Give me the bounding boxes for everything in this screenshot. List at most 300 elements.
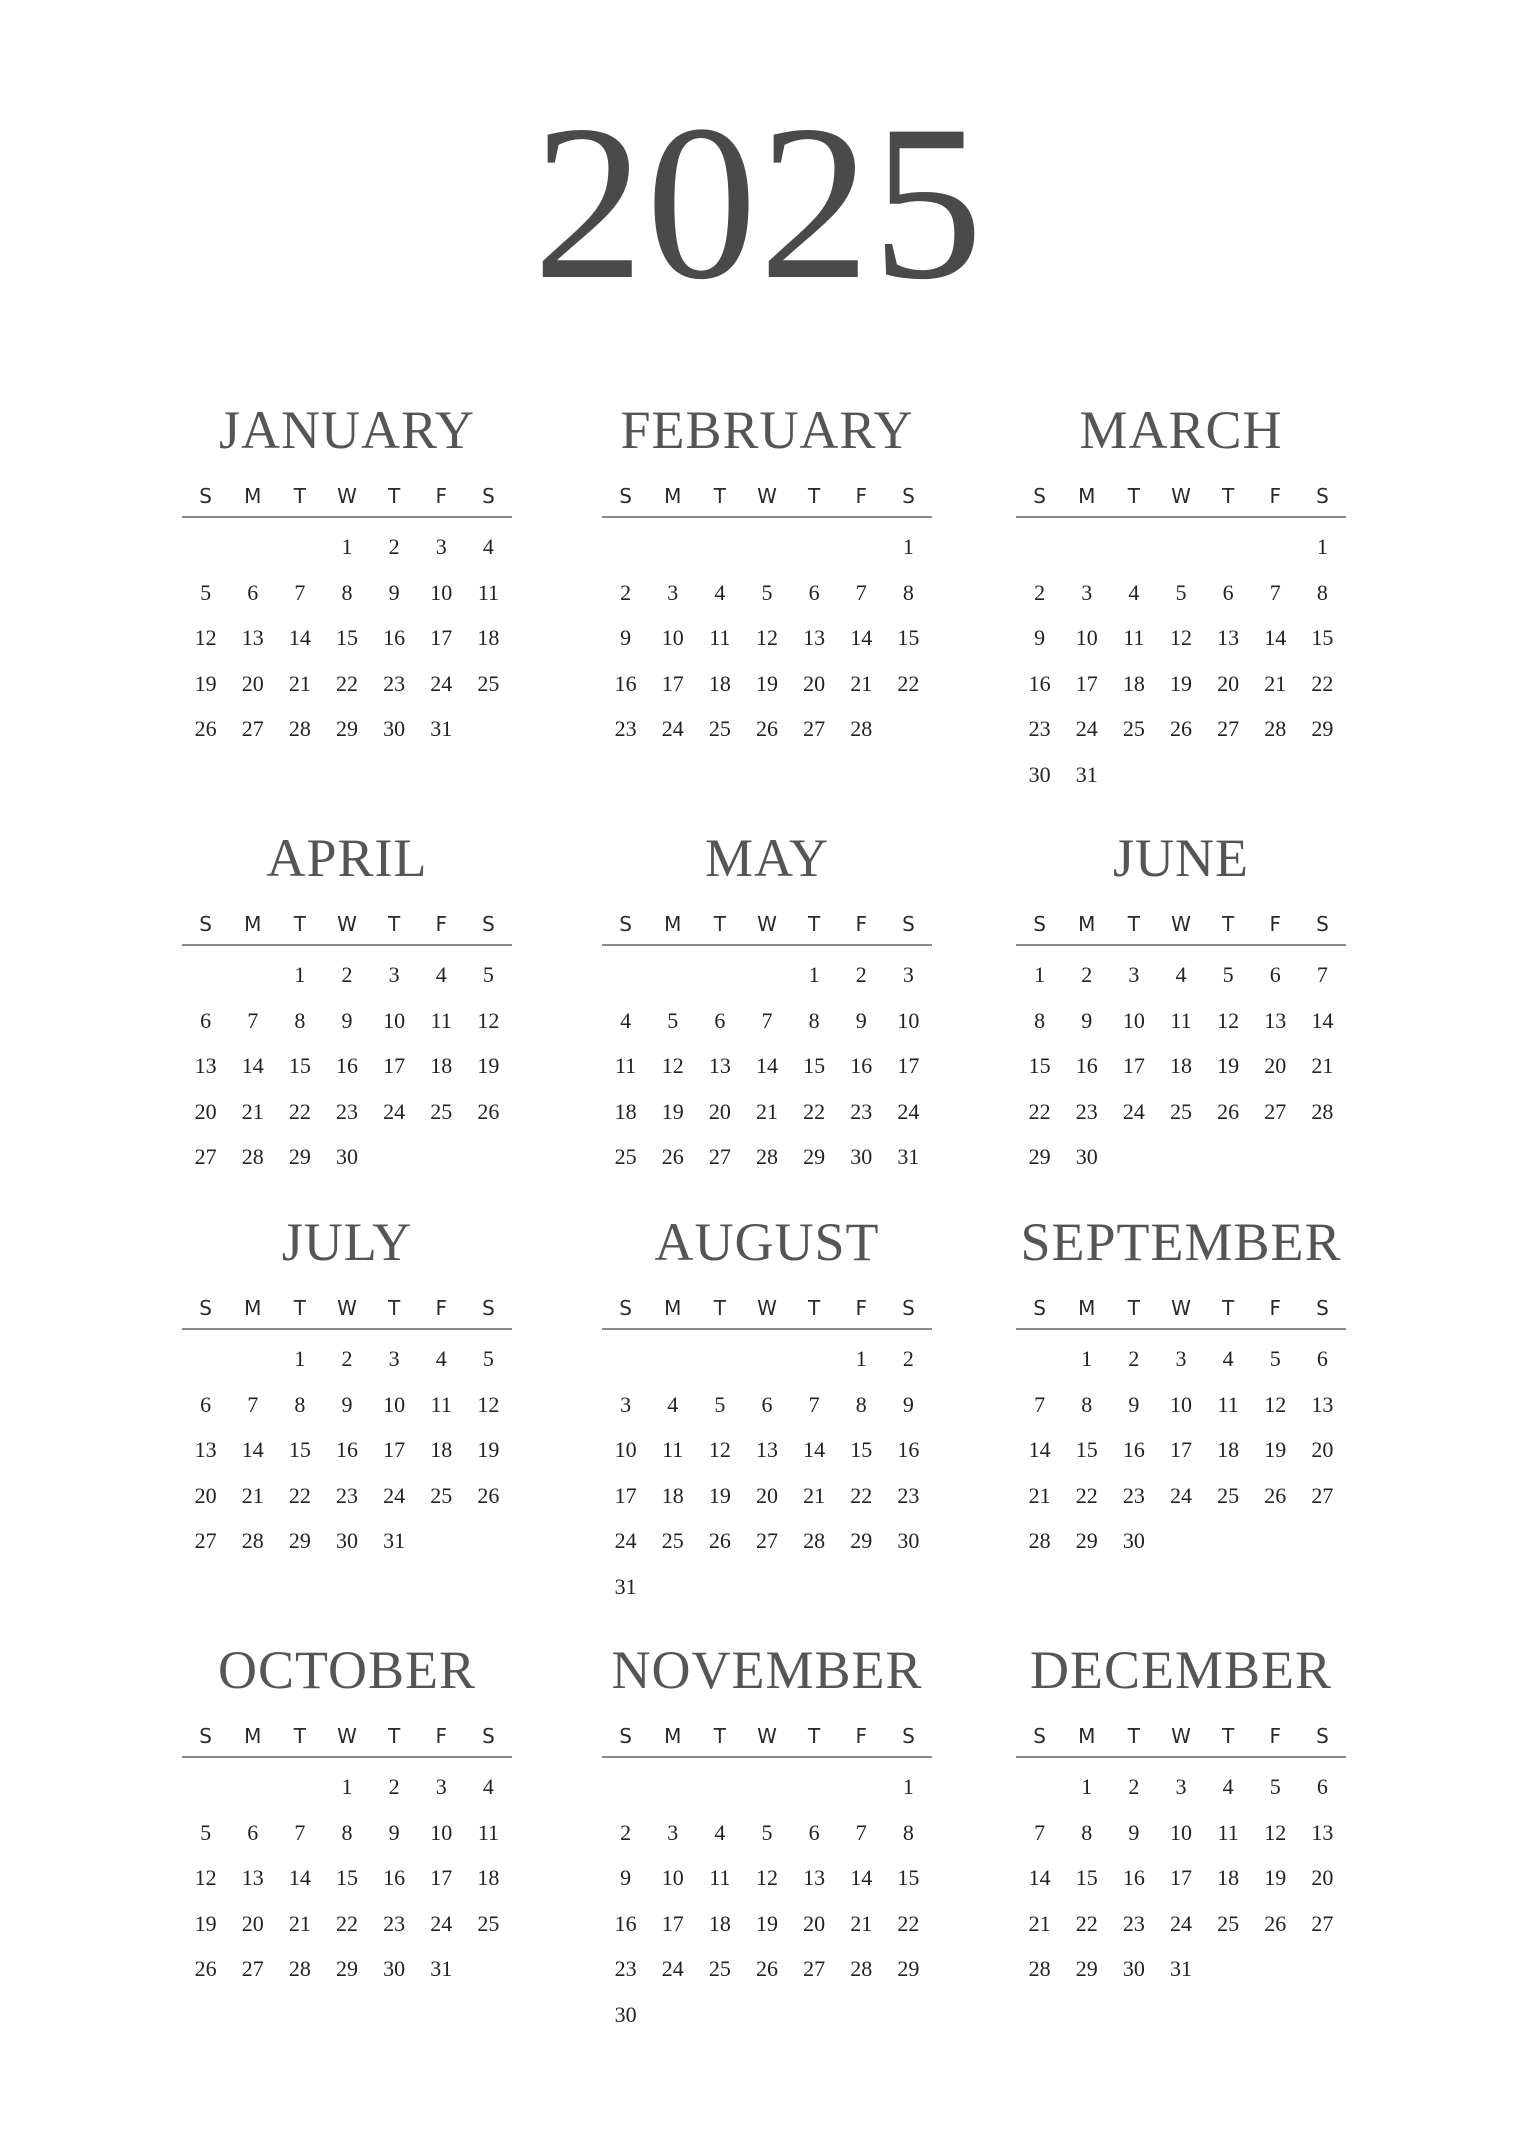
day-cell: 13 xyxy=(194,1437,217,1462)
day-cell: 28 xyxy=(850,1956,873,1981)
day-cell: 12 xyxy=(477,1391,500,1417)
day-cell: 24 xyxy=(661,1956,684,1981)
weekday-label: S xyxy=(1033,1724,1046,1748)
day-cell: 14 xyxy=(1264,625,1287,650)
weekday-label: T xyxy=(713,912,726,936)
day-cell: 1 xyxy=(1316,534,1328,559)
weekday-label: S xyxy=(199,484,212,508)
day-cell: 20 xyxy=(708,1098,731,1124)
day-cell: 6 xyxy=(808,1819,820,1845)
day-cell: 20 xyxy=(755,1482,778,1508)
month-name: FEBRUARY xyxy=(620,400,914,460)
day-cell: 18 xyxy=(661,1482,684,1508)
day-cell: 24 xyxy=(614,1528,637,1553)
day-cell: 6 xyxy=(1316,1774,1328,1799)
day-cell: 23 xyxy=(850,1098,873,1124)
day-cell: 26 xyxy=(1264,1910,1287,1936)
day-cell: 9 xyxy=(341,1007,353,1033)
weekday-header xyxy=(1016,1722,1346,1758)
day-cell: 10 xyxy=(430,579,453,605)
day-cell: 7 xyxy=(808,1391,820,1417)
day-cell: 25 xyxy=(430,1482,453,1508)
weekday-header xyxy=(182,910,512,946)
day-cell: 3 xyxy=(667,1819,679,1845)
day-cell: 21 xyxy=(803,1482,826,1508)
day-cell: 25 xyxy=(1122,716,1145,741)
weekday-label: F xyxy=(1269,912,1282,936)
day-cell: 31 xyxy=(897,1144,920,1169)
day-cell: 29 xyxy=(1311,716,1334,741)
day-cell: 18 xyxy=(430,1437,453,1462)
weekday-label: F xyxy=(435,1296,448,1320)
day-cell: 22 xyxy=(288,1482,311,1508)
day-cell: 17 xyxy=(1122,1053,1145,1078)
day-cell: 11 xyxy=(430,1391,452,1417)
day-cell: 7 xyxy=(761,1007,773,1033)
weekday-label: M xyxy=(1078,484,1096,508)
day-cell: 29 xyxy=(288,1144,311,1169)
day-cell: 16 xyxy=(850,1053,873,1078)
month-name: MAY xyxy=(704,828,830,888)
day-cell: 27 xyxy=(803,1956,826,1981)
day-cell: 5 xyxy=(1222,962,1234,987)
weekday-label: F xyxy=(1269,1724,1282,1748)
day-cell: 16 xyxy=(335,1053,358,1078)
day-grid xyxy=(1016,1764,1346,1992)
day-grid xyxy=(1016,952,1346,1180)
day-cell: 20 xyxy=(803,670,826,696)
day-cell: 9 xyxy=(1128,1819,1140,1845)
day-cell: 11 xyxy=(477,1819,499,1845)
day-cell: 31 xyxy=(1169,1956,1192,1981)
weekday-label: M xyxy=(664,484,682,508)
day-cell: 6 xyxy=(247,1819,259,1845)
day-cell: 5 xyxy=(1269,1774,1281,1799)
day-cell: 11 xyxy=(1217,1391,1239,1417)
day-cell: 9 xyxy=(902,1391,914,1417)
day-cell: 1 xyxy=(855,1346,867,1371)
weekday-header xyxy=(602,482,932,518)
month-name: JANUARY xyxy=(218,400,476,460)
day-cell: 12 xyxy=(755,1865,778,1890)
day-cell: 13 xyxy=(194,1053,217,1078)
day-cell: 1 xyxy=(902,1774,914,1799)
day-cell: 7 xyxy=(1269,579,1281,605)
day-cell: 20 xyxy=(241,1910,264,1936)
day-cell: 13 xyxy=(708,1053,731,1078)
day-cell: 25 xyxy=(708,716,731,741)
day-cell: 18 xyxy=(430,1053,453,1078)
day-cell: 26 xyxy=(1217,1098,1240,1124)
weekday-label: T xyxy=(293,912,306,936)
day-cell: 9 xyxy=(1034,625,1046,650)
weekday-label: F xyxy=(855,484,868,508)
day-cell: 18 xyxy=(477,1865,500,1890)
year-title: 2025 xyxy=(533,80,985,326)
day-cell: 23 xyxy=(1122,1910,1145,1936)
day-cell: 10 xyxy=(661,1865,684,1890)
weekday-label: T xyxy=(1222,912,1235,936)
day-cell: 25 xyxy=(661,1528,684,1553)
day-cell: 17 xyxy=(430,625,453,650)
day-cell: 1 xyxy=(341,1774,353,1799)
day-cell: 4 xyxy=(1222,1346,1234,1371)
day-cell: 16 xyxy=(335,1437,358,1462)
day-cell: 20 xyxy=(1311,1865,1334,1890)
day-cell: 28 xyxy=(1311,1098,1334,1124)
weekday-label: T xyxy=(1222,484,1235,508)
day-cell: 27 xyxy=(1264,1098,1287,1124)
day-cell: 28 xyxy=(755,1144,778,1169)
day-cell: 6 xyxy=(247,579,259,605)
weekday-label: M xyxy=(664,1296,682,1320)
day-cell: 16 xyxy=(1028,670,1051,696)
weekday-label: T xyxy=(388,484,401,508)
day-cell: 19 xyxy=(755,670,778,696)
weekday-label: T xyxy=(713,1724,726,1748)
weekday-label: S xyxy=(902,1296,915,1320)
day-cell: 26 xyxy=(708,1528,731,1553)
weekday-label: F xyxy=(435,484,448,508)
day-cell: 23 xyxy=(1028,716,1051,741)
day-cell: 12 xyxy=(1217,1007,1240,1033)
day-cell: 5 xyxy=(714,1391,726,1417)
day-cell: 7 xyxy=(1034,1819,1046,1845)
day-cell: 12 xyxy=(1169,625,1192,650)
weekday-label: T xyxy=(808,484,821,508)
weekday-label: W xyxy=(337,1296,357,1320)
day-cell: 1 xyxy=(294,1346,306,1371)
day-cell: 10 xyxy=(1122,1007,1145,1033)
day-cell: 19 xyxy=(661,1098,684,1124)
day-cell: 12 xyxy=(1264,1391,1287,1417)
day-cell: 19 xyxy=(194,1910,217,1936)
day-cell: 14 xyxy=(803,1437,826,1462)
weekday-label: F xyxy=(855,912,868,936)
weekday-label: W xyxy=(1171,912,1191,936)
day-cell: 15 xyxy=(897,1865,920,1890)
day-cell: 2 xyxy=(855,962,867,987)
day-cell: 19 xyxy=(1169,670,1192,696)
day-cell: 4 xyxy=(435,1346,447,1371)
day-cell: 16 xyxy=(1122,1437,1145,1462)
day-cell: 26 xyxy=(194,1956,217,1981)
day-cell: 12 xyxy=(708,1437,731,1462)
day-cell: 14 xyxy=(755,1053,778,1078)
weekday-label: S xyxy=(619,1724,632,1748)
day-cell: 31 xyxy=(430,716,453,741)
day-cell: 31 xyxy=(430,1956,453,1981)
weekday-label: S xyxy=(1033,484,1046,508)
day-cell: 19 xyxy=(1264,1865,1287,1890)
weekday-label: S xyxy=(902,912,915,936)
month-march xyxy=(1016,400,1346,797)
day-cell: 22 xyxy=(1311,670,1334,696)
day-cell: 5 xyxy=(1175,579,1187,605)
day-cell: 14 xyxy=(1028,1865,1051,1890)
day-cell: 6 xyxy=(761,1391,773,1417)
day-cell: 26 xyxy=(1264,1482,1287,1508)
day-cell: 10 xyxy=(1169,1391,1192,1417)
month-july xyxy=(182,1212,512,1564)
day-cell: 25 xyxy=(1217,1482,1240,1508)
day-cell: 27 xyxy=(803,716,826,741)
day-cell: 3 xyxy=(388,1346,400,1371)
day-cell: 2 xyxy=(341,962,353,987)
weekday-label: S xyxy=(619,484,632,508)
day-cell: 5 xyxy=(761,579,773,605)
day-cell: 18 xyxy=(1217,1437,1240,1462)
day-cell: 6 xyxy=(1316,1346,1328,1371)
day-cell: 10 xyxy=(1169,1819,1192,1845)
weekday-label: F xyxy=(1269,484,1282,508)
day-cell: 10 xyxy=(383,1007,406,1033)
day-cell: 21 xyxy=(755,1098,778,1124)
day-cell: 28 xyxy=(241,1144,264,1169)
day-cell: 17 xyxy=(614,1482,637,1508)
day-cell: 3 xyxy=(667,579,679,605)
weekday-label: S xyxy=(199,1724,212,1748)
day-cell: 15 xyxy=(850,1437,873,1462)
day-cell: 17 xyxy=(661,670,684,696)
day-cell: 22 xyxy=(288,1098,311,1124)
day-cell: 2 xyxy=(1081,962,1093,987)
weekday-label: T xyxy=(808,1296,821,1320)
day-grid xyxy=(1016,524,1346,797)
day-cell: 22 xyxy=(897,1910,920,1936)
day-cell: 28 xyxy=(1028,1956,1051,1981)
day-cell: 12 xyxy=(194,1865,217,1890)
weekday-label: T xyxy=(388,1296,401,1320)
day-cell: 14 xyxy=(1028,1437,1051,1462)
day-cell: 1 xyxy=(902,534,914,559)
day-cell: 29 xyxy=(850,1528,873,1553)
day-cell: 21 xyxy=(1028,1482,1051,1508)
day-cell: 30 xyxy=(383,1956,406,1981)
day-cell: 17 xyxy=(1169,1865,1192,1890)
day-cell: 1 xyxy=(1081,1346,1093,1371)
day-cell: 6 xyxy=(1222,579,1234,605)
day-cell: 19 xyxy=(1264,1437,1287,1462)
day-cell: 26 xyxy=(1169,716,1192,741)
day-cell: 8 xyxy=(341,579,353,605)
day-cell: 11 xyxy=(662,1437,684,1462)
weekday-label: T xyxy=(1127,912,1140,936)
day-cell: 2 xyxy=(620,1819,632,1845)
day-cell: 19 xyxy=(1217,1053,1240,1078)
day-cell: 21 xyxy=(288,1910,311,1936)
weekday-label: T xyxy=(808,912,821,936)
weekday-label: M xyxy=(244,1296,262,1320)
month-name: NOVEMBER xyxy=(611,1640,923,1700)
day-cell: 5 xyxy=(761,1819,773,1845)
day-cell: 21 xyxy=(1264,670,1287,696)
day-cell: 18 xyxy=(1217,1865,1240,1890)
month-name: APRIL xyxy=(266,828,428,888)
day-cell: 12 xyxy=(194,625,217,650)
day-cell: 23 xyxy=(1122,1482,1145,1508)
day-cell: 4 xyxy=(482,534,494,559)
day-cell: 22 xyxy=(803,1098,826,1124)
weekday-label: W xyxy=(757,1724,777,1748)
day-cell: 16 xyxy=(1075,1053,1098,1078)
day-cell: 31 xyxy=(383,1528,406,1553)
day-cell: 19 xyxy=(477,1437,500,1462)
day-cell: 24 xyxy=(897,1098,920,1124)
day-cell: 10 xyxy=(897,1007,920,1033)
day-cell: 23 xyxy=(897,1482,920,1508)
day-cell: 4 xyxy=(435,962,447,987)
day-cell: 29 xyxy=(335,716,358,741)
day-cell: 13 xyxy=(803,625,826,650)
day-cell: 15 xyxy=(1028,1053,1051,1078)
day-cell: 21 xyxy=(241,1482,264,1508)
weekday-label: M xyxy=(244,912,262,936)
day-cell: 24 xyxy=(1122,1098,1145,1124)
day-cell: 11 xyxy=(1170,1007,1192,1033)
day-cell: 26 xyxy=(661,1144,684,1169)
day-cell: 7 xyxy=(294,579,306,605)
day-cell: 15 xyxy=(335,1865,358,1890)
day-cell: 10 xyxy=(430,1819,453,1845)
day-cell: 22 xyxy=(850,1482,873,1508)
month-name: JUNE xyxy=(1113,828,1249,888)
day-cell: 15 xyxy=(1075,1865,1098,1890)
day-cell: 3 xyxy=(902,962,914,987)
day-cell: 13 xyxy=(1217,625,1240,650)
day-cell: 10 xyxy=(614,1437,637,1462)
day-cell: 25 xyxy=(430,1098,453,1124)
weekday-header xyxy=(182,1294,512,1330)
day-cell: 23 xyxy=(335,1482,358,1508)
weekday-label: T xyxy=(713,484,726,508)
weekday-label: T xyxy=(293,1296,306,1320)
day-grid xyxy=(182,952,512,1180)
day-cell: 7 xyxy=(294,1819,306,1845)
day-cell: 7 xyxy=(1316,962,1328,987)
day-cell: 8 xyxy=(1081,1391,1093,1417)
day-cell: 23 xyxy=(383,670,406,696)
weekday-header xyxy=(1016,1294,1346,1330)
month-june xyxy=(1016,828,1346,1180)
day-cell: 5 xyxy=(1269,1346,1281,1371)
weekday-label: W xyxy=(337,1724,357,1748)
weekday-label: S xyxy=(619,912,632,936)
day-cell: 2 xyxy=(902,1346,914,1371)
weekday-label: F xyxy=(855,1296,868,1320)
day-cell: 21 xyxy=(1311,1053,1334,1078)
weekday-header xyxy=(602,1722,932,1758)
weekday-label: M xyxy=(1078,912,1096,936)
day-cell: 17 xyxy=(897,1053,920,1078)
day-cell: 7 xyxy=(1034,1391,1046,1417)
day-cell: 23 xyxy=(614,716,637,741)
day-cell: 25 xyxy=(1169,1098,1192,1124)
month-january xyxy=(182,400,512,752)
day-cell: 10 xyxy=(661,625,684,650)
weekday-label: S xyxy=(482,484,495,508)
weekday-label: S xyxy=(619,1296,632,1320)
day-cell: 15 xyxy=(1075,1437,1098,1462)
weekday-label: W xyxy=(1171,484,1191,508)
day-cell: 17 xyxy=(661,1910,684,1936)
day-cell: 14 xyxy=(850,625,873,650)
day-cell: 24 xyxy=(430,1910,453,1936)
day-cell: 2 xyxy=(388,534,400,559)
weekday-label: W xyxy=(337,484,357,508)
month-october xyxy=(182,1640,512,1992)
day-cell: 29 xyxy=(1075,1528,1098,1553)
day-cell: 16 xyxy=(383,625,406,650)
weekday-label: S xyxy=(1316,1724,1329,1748)
weekday-label: W xyxy=(757,1296,777,1320)
weekday-label: S xyxy=(199,1296,212,1320)
day-cell: 13 xyxy=(1311,1391,1334,1417)
day-cell: 30 xyxy=(1122,1956,1145,1981)
day-cell: 24 xyxy=(383,1482,406,1508)
day-cell: 8 xyxy=(294,1391,306,1417)
day-cell: 8 xyxy=(1081,1819,1093,1845)
day-cell: 8 xyxy=(902,1819,914,1845)
day-cell: 14 xyxy=(241,1053,264,1078)
day-cell: 7 xyxy=(855,1819,867,1845)
day-cell: 24 xyxy=(1169,1482,1192,1508)
weekday-label: S xyxy=(1033,1296,1046,1320)
day-cell: 25 xyxy=(477,1910,500,1936)
day-cell: 16 xyxy=(614,670,637,696)
month-name: DECEMBER xyxy=(1029,1640,1333,1700)
weekday-header xyxy=(182,1722,512,1758)
day-cell: 9 xyxy=(341,1391,353,1417)
day-cell: 27 xyxy=(755,1528,778,1553)
day-cell: 4 xyxy=(714,579,726,605)
day-cell: 18 xyxy=(708,1910,731,1936)
day-cell: 4 xyxy=(714,1819,726,1845)
day-grid xyxy=(182,1336,512,1564)
day-cell: 22 xyxy=(335,670,358,696)
weekday-label: S xyxy=(199,912,212,936)
day-cell: 9 xyxy=(620,625,632,650)
day-cell: 6 xyxy=(1269,962,1281,987)
weekday-header xyxy=(1016,910,1346,946)
day-grid xyxy=(602,952,932,1180)
day-cell: 9 xyxy=(388,579,400,605)
day-cell: 9 xyxy=(388,1819,400,1845)
day-cell: 6 xyxy=(200,1007,212,1033)
day-cell: 26 xyxy=(477,1482,500,1508)
weekday-label: M xyxy=(664,912,682,936)
month-december xyxy=(1016,1640,1346,1992)
day-cell: 12 xyxy=(755,625,778,650)
day-cell: 17 xyxy=(1075,670,1098,696)
day-cell: 15 xyxy=(288,1437,311,1462)
day-cell: 26 xyxy=(755,1956,778,1981)
day-cell: 22 xyxy=(1075,1910,1098,1936)
month-may xyxy=(602,828,932,1180)
day-cell: 30 xyxy=(383,716,406,741)
day-cell: 5 xyxy=(200,579,212,605)
day-cell: 22 xyxy=(1075,1482,1098,1508)
day-cell: 25 xyxy=(708,1956,731,1981)
day-cell: 7 xyxy=(247,1007,259,1033)
day-cell: 31 xyxy=(614,1573,637,1599)
day-cell: 26 xyxy=(477,1098,500,1124)
weekday-label: T xyxy=(1222,1724,1235,1748)
weekday-label: M xyxy=(1078,1724,1096,1748)
day-cell: 14 xyxy=(241,1437,264,1462)
day-cell: 8 xyxy=(855,1391,867,1417)
day-cell: 20 xyxy=(241,670,264,696)
